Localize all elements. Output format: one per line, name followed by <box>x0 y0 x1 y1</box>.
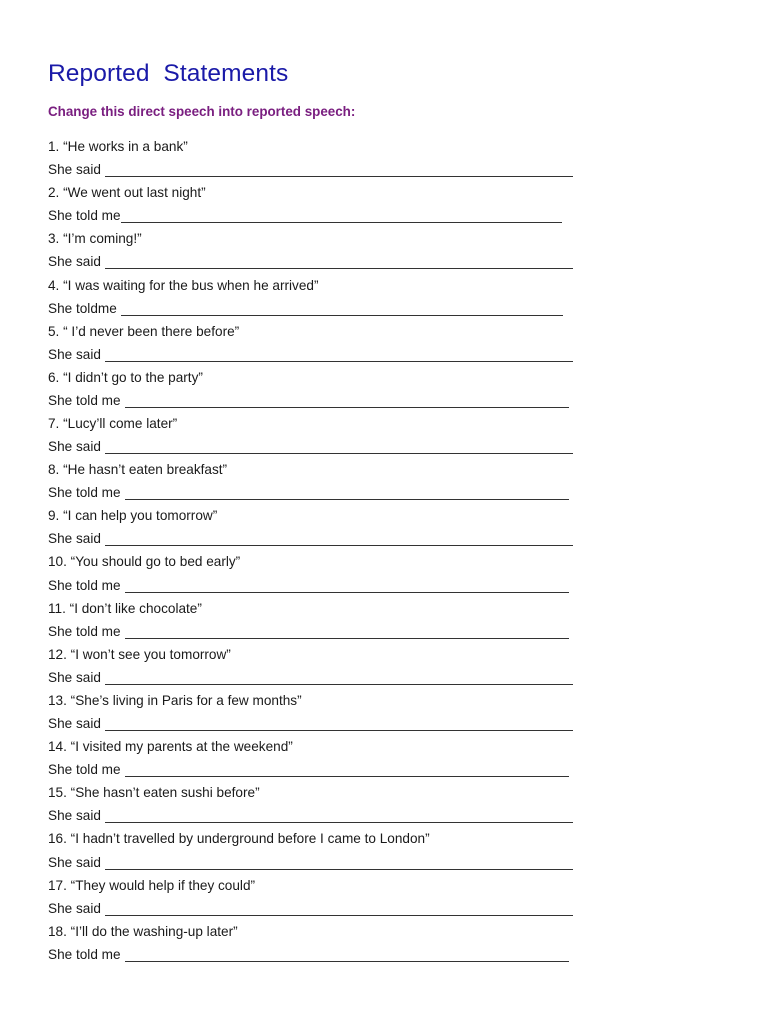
answer-row-6 <box>48 388 588 411</box>
answer-blank-18[interactable] <box>125 960 569 962</box>
question-6: 6. “I didn’t go to the party” <box>48 369 203 385</box>
answer-blank-14[interactable] <box>125 775 569 777</box>
question-4: 4. “I was waiting for the bus when he arrived” <box>48 277 319 293</box>
answer-row-2 <box>48 203 588 226</box>
question-16: 16. “I hadn’t travelled by underground before I came to London” <box>48 831 430 847</box>
answer-blank-7[interactable] <box>105 452 573 454</box>
answer-blank-9[interactable] <box>105 544 573 546</box>
answer-blank-11[interactable] <box>125 637 569 639</box>
answer-row-1 <box>48 157 588 180</box>
answer-prefix: She said <box>48 346 101 362</box>
answer-prefix: She said <box>48 900 101 916</box>
answer-prefix: She said <box>48 531 101 547</box>
question-2: 2. “We went out last night” <box>48 185 206 201</box>
question-9: 9. “I can help you tomorrow” <box>48 508 218 524</box>
page-title: Reported Statements <box>48 60 289 87</box>
answer-row-8 <box>48 480 588 503</box>
question-3: 3. “I’m coming!” <box>48 231 142 247</box>
question-10: 10. “You should go to bed early” <box>48 554 241 570</box>
question-8: 8. “He hasn’t eaten breakfast” <box>48 462 228 478</box>
question-15: 15. “She hasn’t eaten sushi before” <box>48 785 260 801</box>
answer-blank-15[interactable] <box>105 821 573 823</box>
answer-blank-2[interactable] <box>121 221 562 223</box>
question-17: 17. “They would help if they could” <box>48 877 256 893</box>
question-5: 5. “ I’d never been there before” <box>48 323 240 339</box>
answer-prefix: She said <box>48 669 101 685</box>
answer-row-10 <box>48 572 588 595</box>
question-13: 13. “She’s living in Paris for a few months” <box>48 692 302 708</box>
answer-blank-6[interactable] <box>125 406 569 408</box>
question-12: 12. “I won’t see you tomorrow” <box>48 646 231 662</box>
answer-prefix: She told me <box>48 762 121 778</box>
answer-row-4 <box>48 296 588 319</box>
answer-prefix: She said <box>48 162 101 178</box>
answer-row-3 <box>48 249 588 272</box>
answer-blank-5[interactable] <box>105 360 573 362</box>
answer-prefix: She told me <box>48 392 121 408</box>
answer-blank-13[interactable] <box>105 729 573 731</box>
answer-row-12 <box>48 665 588 688</box>
answer-row-16 <box>48 849 588 872</box>
answer-blank-4[interactable] <box>121 314 563 316</box>
answer-row-18 <box>48 942 588 965</box>
instruction-text: Change this direct speech into reported speech: <box>48 104 356 119</box>
answer-blank-12[interactable] <box>105 683 573 685</box>
answer-row-9 <box>48 526 588 549</box>
answer-prefix: She said <box>48 854 101 870</box>
answer-prefix: She told me <box>48 623 121 639</box>
answer-blank-16[interactable] <box>105 868 573 870</box>
question-14: 14. “I visited my parents at the weekend” <box>48 739 293 755</box>
answer-prefix: She said <box>48 808 101 824</box>
question-7: 7. “Lucy’ll come later” <box>48 416 178 432</box>
answer-prefix: She told me <box>48 577 121 593</box>
question-11: 11. “I don’t like chocolate” <box>48 600 202 616</box>
answer-blank-1[interactable] <box>105 175 573 177</box>
answer-prefix: She said <box>48 716 101 732</box>
answer-row-5 <box>48 342 588 365</box>
answer-blank-8[interactable] <box>125 498 569 500</box>
question-1: 1. “He works in a bank” <box>48 139 188 155</box>
answer-blank-3[interactable] <box>105 267 573 269</box>
answer-blank-17[interactable] <box>105 914 573 916</box>
answer-row-7 <box>48 434 588 457</box>
question-18: 18. “I’ll do the washing-up later” <box>48 923 238 939</box>
answer-row-11 <box>48 619 588 642</box>
answer-row-14 <box>48 757 588 780</box>
answer-row-13 <box>48 711 588 734</box>
answer-blank-10[interactable] <box>125 591 569 593</box>
answer-row-17 <box>48 896 588 919</box>
answer-prefix: She told me <box>48 208 121 224</box>
answer-prefix: She told me <box>48 946 121 962</box>
answer-prefix: She toldme <box>48 300 117 316</box>
answer-prefix: She said <box>48 439 101 455</box>
exercise-list <box>48 134 588 965</box>
answer-prefix: She said <box>48 254 101 270</box>
answer-row-15 <box>48 803 588 826</box>
answer-prefix: She told me <box>48 485 121 501</box>
